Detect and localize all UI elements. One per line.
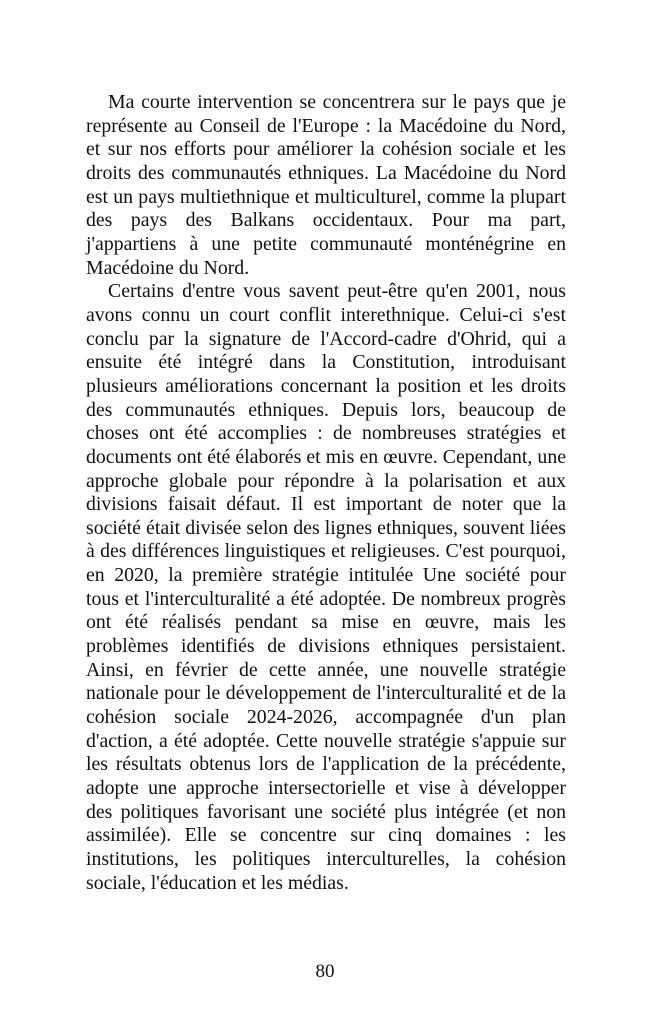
body-text	[86, 91, 566, 895]
paragraph-2: Certains d'entre vous savent peut-être qu'en 2001, nous avons connu un court conflit interethnique. Celui-ci s'est conclu par la signature de l'Accord-cadre d'Ohrid, qui a ensuite été intégré dans la Constitution, introduisant plusieurs améliorations concernant la position et les droits des communautés ethniques. Depuis lors, beaucoup de choses ont été accomplies : de nombreuses stratégies et documents ont été élaborés et mis en œuvre. Cependant, une approche globale pour répondre à la polarisation et aux divisions faisait défaut. Il est important de noter que la société était divisée selon des lignes ethniques, souvent liées à des différences linguistiques et religieuses. C'est pourquoi, en 2020, la première stratégie intitulée Une société pour tous et l'interculturalité a été adoptée. De nombreux progrès ont été réalisés pendant sa mise en œuvre, mais les problèmes identifiés de divisions ethniques persistaient. Ainsi, en février de cette année, une nouvelle stratégie nationale pour le développement de l'interculturalité et de la cohésion sociale 2024-2026, accompagnée d'un plan d'action, a été adoptée. Cette nouvelle stratégie s'appuie sur les résultats obtenus lors de l'application de la précédente, adopte une approche intersectorielle et vise à développer des politiques favorisant une société plus intégrée (et non assimilée). Elle se concentre sur cinq domaines : les institutions, les politiques interculturelles, la cohésion sociale, l'éducation et les médias.	[86, 280, 566, 894]
paragraph-1: Ma courte intervention se concentrera sur le pays que je représente au Conseil de l'Europe : la Macédoine du Nord, et sur nos efforts pour améliorer la cohésion sociale et les droits des communautés ethniques. La Macédoine du Nord est un pays multiethnique et multiculturel, comme la plupart des pays des Balkans occidentaux. Pour ma part, j'appartiens à une petite communauté monténégrine en Macédoine du Nord.	[86, 91, 566, 279]
page-number: 80	[315, 961, 335, 982]
